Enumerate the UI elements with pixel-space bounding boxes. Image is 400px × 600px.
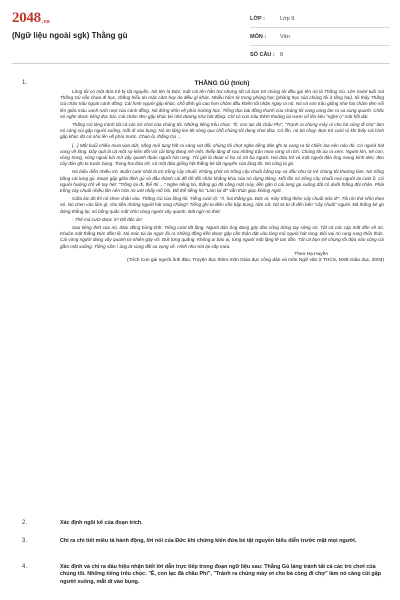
question-number: 4. (22, 564, 28, 570)
passage-author: Theo Hạ Huyền (294, 251, 328, 257)
passage-paragraph: Sau tiếng thét của nó, đám đông bừng tỉnh. Tiếng cười tắt lặng. Người đàn ông đang gảy đàn cũng dừng tay sững sờ. Tất cả các cặp mắt dồn về nó. Khuôn mặt thằng Đức đầm lệ. Nó móc túi áo ngực lôi ra những đồng tiền được gặp cần thận đặt vào lòng mũ người hát rong. Đôi vai nó rung rung thổn thức. Cái vòng người đang vây quanh từ nhiên gãy vỡ. Đứt từng quãng. Không ai bảo ai, từng người một lặng lẽ tan dần. Tất cả bọn trẻ chúng tôi đứa nào cũng cúi gằm mặt xuống. Tiếng sấm ì ùng từ vùng đồi xa vọng về. Hình như trời lại sắp mưa. (60, 225, 384, 249)
meta-key: SỐ CÂU : (250, 51, 275, 58)
passage-paragraph: Giữa lúc đó thì nó chen chân vào. Thằng Gù của lũng tôi. Tiếng cười rộ: "Á, hai thằng gù. Đức ơi, mày trồng thêm cây chuối nữa đi". Tôi nín thở nhìn theo nó. Nó chen vào lâm gì, cho tiền những người hát rong chăng? Tiếng ghi ta điên vẫn bập bùng, rấm rứt. Nó từ từ đi đến bên "cây chuối" người. Đã thằng bé gù đứng thẳng lại, nó bỗng quắc mắt nhìn vòng người vây quanh. Bất ngờ nó thét: (60, 196, 385, 214)
reading-passage (60, 80, 384, 264)
meta-key: LỚP : (250, 15, 265, 22)
meta-key: MÔN : (250, 33, 267, 40)
header-divider (12, 63, 388, 64)
question-text: Xác định ngôi kể của đoạn trích. (60, 520, 143, 526)
passage-paragraph: Nó biểu diễn nhiều trò. Buồn cười nhất là trò trồng cây chuối. Không phải nó trồng cây chuối bằng tay và đầu như từ trẻ chúng tôi thường làm. Nó trồng bằng cái lưng gù. Đoạn gập giữa đỉnh gù và đầu thành cái đế đỡ đôi chân khẳng khiu của nó dựng đứng. Mỗi lần nó trồng cây chuối mọi người lại cười ồ. Có người hướng chỉ về tay hét: "Trồng lại đi, thế thì ..." Nghe tiếng hò, thằng gù đỏ cằng mặt mày, liền gân tí cái lưng gù xuống đất cố dưỡi thẳng đôi chân. Phải trồng cây chuối nhiều lần nên trán nó ướt nhẫy mồ hôi. Đã thế tiếng hò "Làm lại đi" vẫn thúc giục không ngớt. (60, 169, 384, 194)
meta-row-subject (250, 28, 390, 46)
story-title: THẰNG GÙ (trích) (194, 80, 250, 87)
meta-row-class (250, 10, 390, 28)
document-meta (250, 10, 390, 64)
passage-paragraph: Lũng tôi có một đứa trẻ bị tật nguyền. Nó tên là Đức; một cái tên hẳn hoi nhưng tất cả bọn trẻ chúng tôi đều gọi tên nó là Thằng Gù. Lên mười tuổi mà Thằng Gù vẫn chưa đi học, chẳng hiểu do mặc cảm hay do điều gì khác. Nhiều hôm từ trong phòng học (phòng học của chúng tôi ở tầng hai), tôi thấy Thằng Gù chăn trâu ngoài cánh đồng. Cái hình người gập khúc, chỗ đỉnh gù cao hơn chỏm đầu khiến tôi nhận ngay ra nó. Nó và con trâu giống như hai chấm đen nổi lên giữa màu xanh rười rượi của cánh đồng. Nó đứng nhìn về phía trường học. Tiếng đọc bài đồng thanh của chúng tôi vang vang lan ra xa xung quanh. Chắc nó nghe được tiếng đọc bài. Cái chấm đen gập khúc bé nhỏ đương như bất động. Chỉ có con trâu thỉnh thoảng lại vươn cổ lên kêu "nghé ọ" một hồi dài. (60, 89, 384, 119)
question-number: 2. (22, 520, 28, 526)
logo-main: 2048 (12, 10, 41, 26)
question-number: 3. (22, 538, 28, 544)
question-number: 1. (22, 80, 28, 86)
meta-row-count (250, 46, 390, 64)
meta-value: 8 (280, 51, 284, 58)
passage-paragraph: [...] Một buổi chiều mưa vừa dứt, nắng mới tung hắt ra sáng vạt đồi, chúng tôi chợt nghe tiếng đàn ghi ta vang ra từ chiếc loa nén nào đó. Có người hát vang về lũng. Đây quả là cả một sự kiện đối với cái lũng đang mê mệt, thiếp lặng đi sau những trận mưa rừng rả rích. Chúng tôi ùa ra xem. Người lớn, trẻ con, vòng trong, vòng ngoài kín mít vây quanh đoàn người hát rong. Tôi gửi là đoàn vì họ có tới ba người. Hai đứa trẻ và một người đàn ông mang kính đen, đeo cây đàn ghi ta trước bụng. Trong hai đứa trẻ, có một đứa giống hệt thằng bé tật nguyền của lũng tôi. Nó cũng bị gù. (60, 142, 384, 167)
question-text: Chỉ ra chi tiết miêu tả hành động, lời nói của Đức khi chứng kiến đứa bé tật nguyền biểu diễn trước mặt mọi người. (60, 538, 357, 544)
meta-value: Lớp 9 (280, 15, 295, 22)
document-title: (Ngữ liệu ngoài sgk) Thằng gù (12, 31, 128, 40)
passage-paragraph: Thằng Gù lảng tránh tất cả các trò chơi của chúng tôi. Những tiếng trêu chọc: "Ê, con lạc đà chậu Phi", "Trạnh ra chúng mày ơi cho bà còng đi chợ" làm nó càng cúi gập người xuống, mắt dí vào bụng. Nó im lặng len lét vòng qua chỗ chúng tôi đang chơi đùa. Có lần, nó bỏ chạy. Bọn trẻ cười rú khi thấy cái hình gập khúc đó cứ nhú lên về phía trước. Chao ôi, thằng Gù ... (60, 122, 384, 140)
passage-paragraph: - Thế mà cười được à? Đồ độc ác! (72, 216, 143, 222)
site-logo[interactable] (12, 10, 50, 27)
meta-value: Văn (280, 33, 290, 40)
page-header (0, 0, 400, 64)
passage-source: (Trích Con gái người lính đảo, Truyện đọc thêm môn Giáo dục công dân và môn Ngữ văn ở THCS, NXB Giáo dục, 2003) (127, 257, 384, 263)
logo-suffix: .vn (41, 19, 50, 25)
question-text: Xác định và chỉ ra dấu hiệu nhận biết lời dẫn trực tiếp trong đoạn ngữ liệu sau: Thằng Gù lảng tránh tất cả các trò chơi của chúng tôi. Những tiếng trêu chọc: "Ê, con lạc đà châu Phi", "Tránh ra chúng mày ơi cho bà còng đi chợ" làm nó càng cúi gập người xuống, mắt dí vào bụng. (60, 564, 382, 585)
